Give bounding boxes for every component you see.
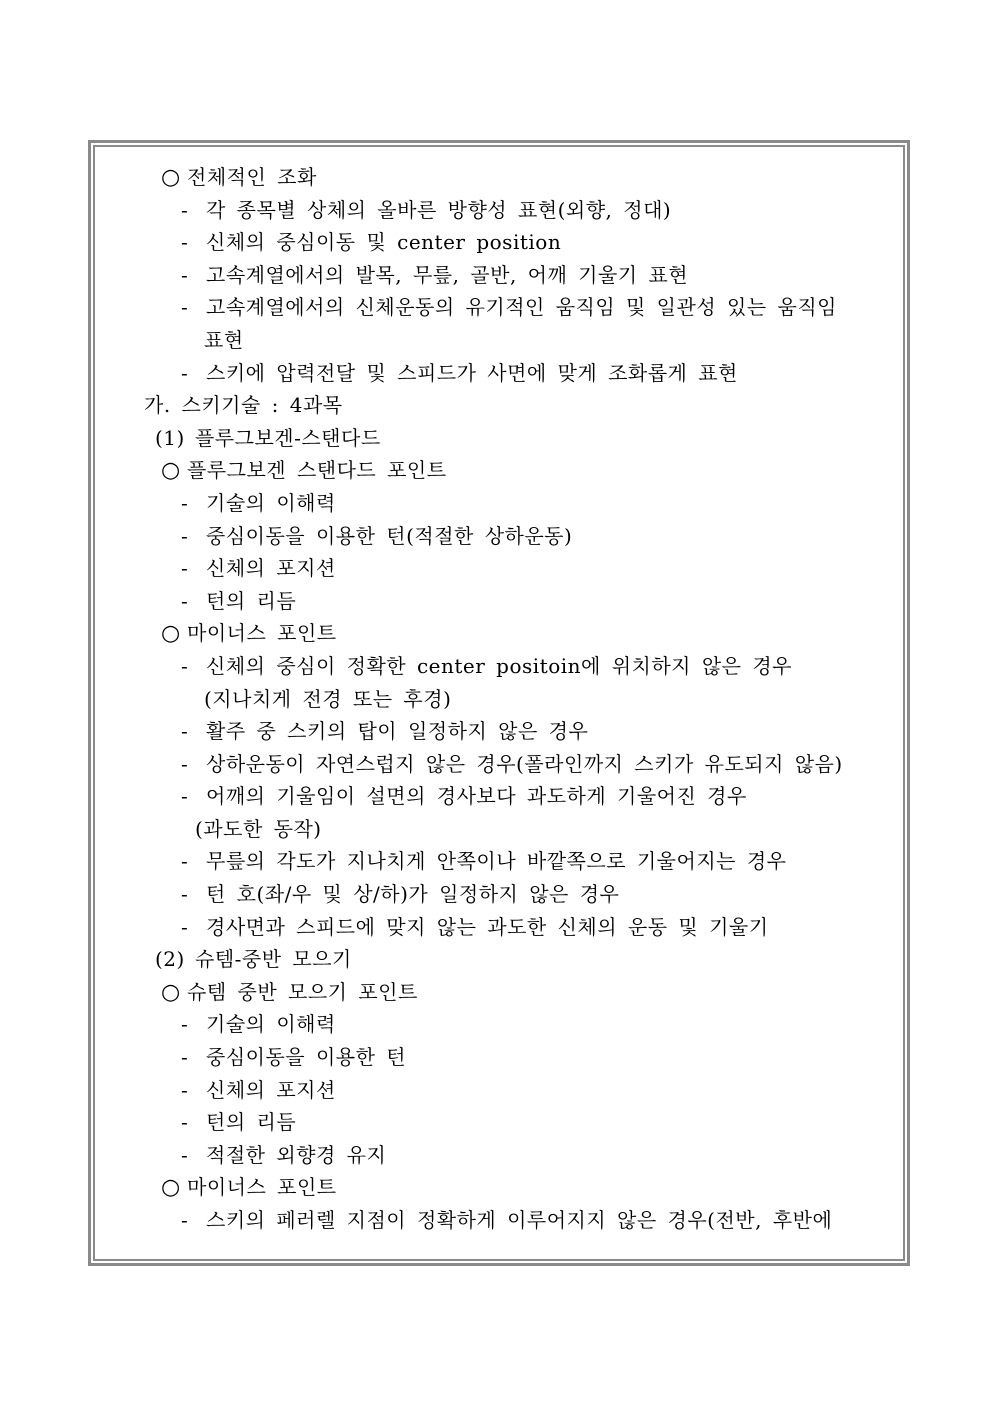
dash-bullet: - xyxy=(181,751,189,776)
dash-bullet: - xyxy=(181,1110,189,1135)
dash-bullet: - xyxy=(181,1045,189,1070)
list-item-text: 마이너스 포인트 xyxy=(187,1175,337,1200)
list-item xyxy=(95,357,903,390)
list-item xyxy=(95,161,903,194)
dash-bullet: - xyxy=(181,914,189,939)
dash-bullet: - xyxy=(181,882,189,907)
list-item-text: 스키의 페러렐 지점이 정확하게 이루어지지 않은 경우(전반, 후반에 xyxy=(206,1208,833,1232)
list-item xyxy=(95,454,903,487)
list-item-text: 고속계열에서의 발목, 무릎, 골반, 어깨 기울기 표현 xyxy=(206,262,689,287)
list-item xyxy=(95,1139,903,1172)
list-item-text: 표현 xyxy=(204,327,244,352)
dash-bullet: - xyxy=(181,784,189,809)
circle-bullet-icon: ○ xyxy=(161,1175,181,1201)
item-number: (1) xyxy=(155,425,185,450)
list-item xyxy=(95,943,903,976)
list-item-text: 적절한 외향경 유지 xyxy=(206,1142,387,1167)
list-item-text: 활주 중 스키의 탑이 일정하지 않은 경우 xyxy=(206,719,589,744)
list-item-text: 전체적인 조화 xyxy=(187,165,317,189)
list-item-text: 어깨의 기울임이 설면의 경사보다 과도하게 기울어진 경우 xyxy=(206,784,747,809)
list-item-text: 슈템-중반 모으기 xyxy=(195,947,352,972)
list-item-text: 중심이동을 이용한 턴 xyxy=(206,1045,407,1070)
list-item-text: 경사면과 스피드에 맞지 않는 과도한 신체의 운동 및 기울기 xyxy=(206,914,769,939)
list-item xyxy=(95,585,903,618)
list-item xyxy=(95,845,903,878)
circle-bullet-icon: ○ xyxy=(161,979,181,1005)
list-item xyxy=(95,487,903,520)
list-item xyxy=(95,715,903,748)
list-item xyxy=(95,324,903,357)
dash-bullet: - xyxy=(181,653,189,678)
dash-bullet: - xyxy=(181,849,189,874)
list-item xyxy=(95,1204,903,1237)
circle-bullet-icon: ○ xyxy=(161,458,181,484)
list-item-text: 신체의 중심이동 및 center position xyxy=(206,230,562,255)
list-item-text: 턴의 리듬 xyxy=(206,588,297,613)
list-item xyxy=(95,748,903,781)
list-item-text: 턴 호(좌/우 및 상/하)가 일정하지 않은 경우 xyxy=(206,882,620,907)
list-item xyxy=(95,878,903,911)
list-item xyxy=(95,813,903,846)
list-item-text: 슈템 중반 모으기 포인트 xyxy=(187,979,418,1004)
dash-bullet: - xyxy=(181,295,189,320)
list-item-text: 신체의 중심이 정확한 center positoin에 위치하지 않은 경우 xyxy=(206,653,792,678)
list-item-text: 스키에 압력전달 및 스피드가 사면에 맞게 조화롭게 표현 xyxy=(206,360,738,385)
dash-bullet: - xyxy=(181,719,189,744)
dash-bullet: - xyxy=(181,588,189,613)
list-item-text: 가. 스키기술 : 4과목 xyxy=(144,393,343,418)
list-item xyxy=(95,1106,903,1139)
list-item-text: (과도한 동작) xyxy=(195,816,322,841)
list-item-text: 신체의 포지션 xyxy=(206,1077,336,1102)
list-item-text: 플루그보겐-스탠다드 xyxy=(195,425,381,450)
list-item xyxy=(95,1171,903,1204)
list-item xyxy=(95,1074,903,1107)
document-border-inner xyxy=(93,145,905,1261)
list-item-text: 기술의 이해력 xyxy=(206,490,336,515)
dash-bullet: - xyxy=(181,1012,189,1037)
list-item-text: 고속계열에서의 신체운동의 유기적인 움직임 및 일관성 있는 움직임 xyxy=(206,295,837,320)
list-item xyxy=(95,226,903,259)
list-item-text: 신체의 포지션 xyxy=(206,556,336,581)
list-item xyxy=(95,1041,903,1074)
dash-bullet: - xyxy=(181,197,189,222)
list-item-text: 무릎의 각도가 지나치게 안쪽이나 바깥쪽으로 기울어지는 경우 xyxy=(206,849,787,874)
dash-bullet: - xyxy=(181,1208,189,1232)
dash-bullet: - xyxy=(181,360,189,385)
list-item-text: 중심이동을 이용한 턴(적절한 상하운동) xyxy=(206,523,573,548)
list-item xyxy=(95,617,903,650)
list-item xyxy=(95,520,903,553)
dash-bullet: - xyxy=(181,523,189,548)
circle-bullet-icon: ○ xyxy=(161,621,181,647)
circle-bullet-icon: ○ xyxy=(161,165,181,190)
list-item xyxy=(95,683,903,716)
dash-bullet: - xyxy=(181,262,189,287)
list-item-text: 상하운동이 자연스럽지 않은 경우(폴라인까지 스키가 유도되지 않음) xyxy=(206,751,843,776)
list-item xyxy=(95,194,903,227)
list-item-text: (지나치게 전경 또는 후경) xyxy=(204,686,452,711)
item-number: (2) xyxy=(155,947,185,972)
list-item-text: 각 종목별 상체의 올바른 방향성 표현(외향, 정대) xyxy=(206,197,672,222)
document-lines xyxy=(95,147,903,1237)
list-item-text: 마이너스 포인트 xyxy=(187,621,337,646)
list-item xyxy=(95,259,903,292)
list-item xyxy=(95,976,903,1009)
list-item-text: 기술의 이해력 xyxy=(206,1012,336,1037)
dash-bullet: - xyxy=(181,230,189,255)
list-item xyxy=(95,552,903,585)
list-item xyxy=(95,780,903,813)
list-item-text: 턴의 리듬 xyxy=(206,1110,297,1135)
dash-bullet: - xyxy=(181,556,189,581)
list-item xyxy=(95,389,903,422)
list-item xyxy=(95,1008,903,1041)
list-item xyxy=(95,911,903,944)
list-item xyxy=(95,422,903,455)
list-item xyxy=(95,291,903,324)
list-item xyxy=(95,650,903,683)
dash-bullet: - xyxy=(181,490,189,515)
dash-bullet: - xyxy=(181,1142,189,1167)
document-border-box xyxy=(88,140,910,1266)
dash-bullet: - xyxy=(181,1077,189,1102)
list-item-text: 플루그보겐 스탠다드 포인트 xyxy=(187,458,447,483)
